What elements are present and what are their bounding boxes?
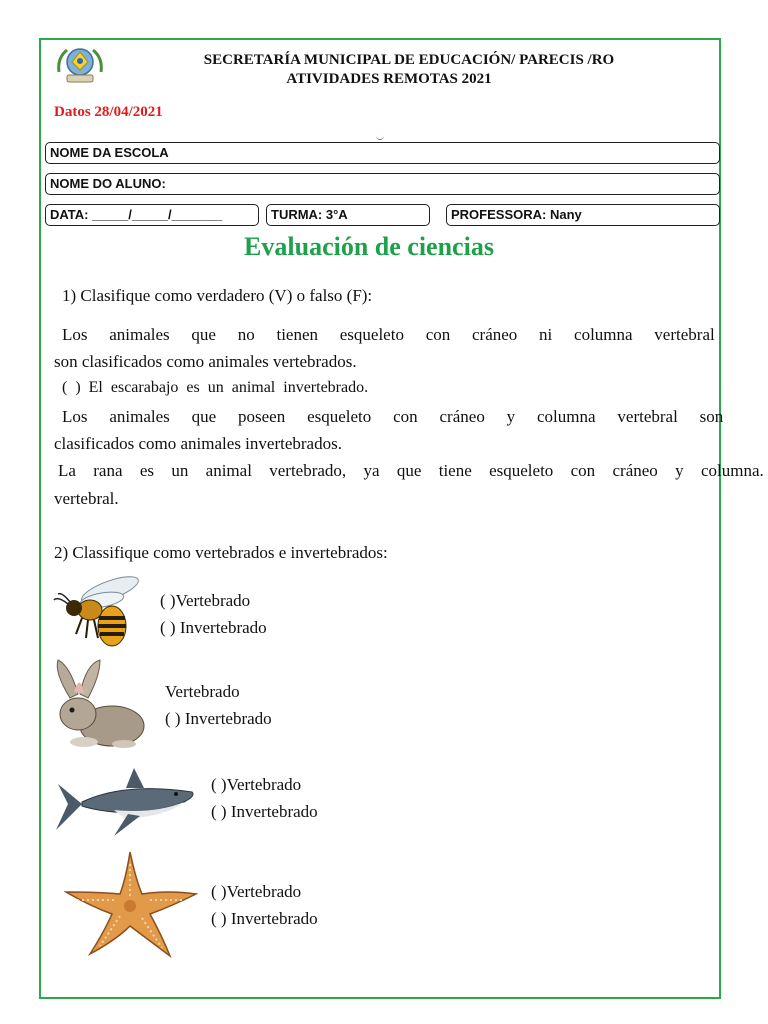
bee-image xyxy=(52,576,144,650)
header-title: SECRETARÍA MUNICIPAL DE EDUCACIÓN/ PARECIS /RO xyxy=(203,52,615,68)
date-field[interactable]: DATA: _____/_____/_______ xyxy=(45,204,259,226)
shark-option-invertebrado[interactable]: ( ) Invertebrado xyxy=(211,802,318,821)
date-label: Datos 28/04/2021 xyxy=(54,104,163,120)
statement-1-line-2: son clasificados como animales vertebrados. xyxy=(54,352,357,371)
bee-option-vertebrado[interactable]: ( )Vertebrado xyxy=(160,591,251,610)
statement-2: ( ) El escarabajo es un animal invertebrado. xyxy=(62,379,369,396)
statement-4-line-2: vertebral. xyxy=(54,489,119,508)
statement-4-line-1: La rana es un animal vertebrado, ya que tiene esqueleto con cráneo y columna. xyxy=(58,461,764,480)
question-2-heading: 2) Classifique como vertebrados e invertebrados: xyxy=(54,543,388,562)
shark-image xyxy=(54,764,198,844)
statement-3-line-2: clasificados como animales invertebrados. xyxy=(54,434,342,453)
starfish-option-vertebrado[interactable]: ( )Vertebrado xyxy=(211,882,302,901)
question-1-heading: 1) Clasifique como verdadero (V) o falso (F): xyxy=(62,286,373,305)
rabbit-option-invertebrado[interactable]: ( ) Invertebrado xyxy=(165,709,272,728)
school-name-field[interactable]: NOME DA ESCOLA xyxy=(45,142,720,164)
statement-3-line-1: Los animales que poseen esqueleto con cráneo y columna vertebral son xyxy=(62,407,724,426)
rabbit-image xyxy=(50,658,146,752)
teacher-field[interactable]: PROFESSORA: Nany xyxy=(446,204,720,226)
student-name-field[interactable]: NOME DO ALUNO: xyxy=(45,173,720,195)
class-field[interactable]: TURMA: 3°A xyxy=(266,204,430,226)
shark-option-vertebrado[interactable]: ( )Vertebrado xyxy=(211,775,302,794)
starfish-image xyxy=(64,850,198,958)
bee-option-invertebrado[interactable]: ( ) Invertebrado xyxy=(160,618,267,637)
rabbit-option-vertebrado[interactable]: Vertebrado xyxy=(165,682,240,701)
header-subtitle: ATIVIDADES REMOTAS 2021 xyxy=(286,71,492,87)
starfish-option-invertebrado[interactable]: ( ) Invertebrado xyxy=(211,909,318,928)
statement-1-line-1: Los animales que no tienen esqueleto con cráneo ni columna vertebral xyxy=(62,325,715,344)
page-title: Evaluación de ciencias xyxy=(244,232,494,261)
